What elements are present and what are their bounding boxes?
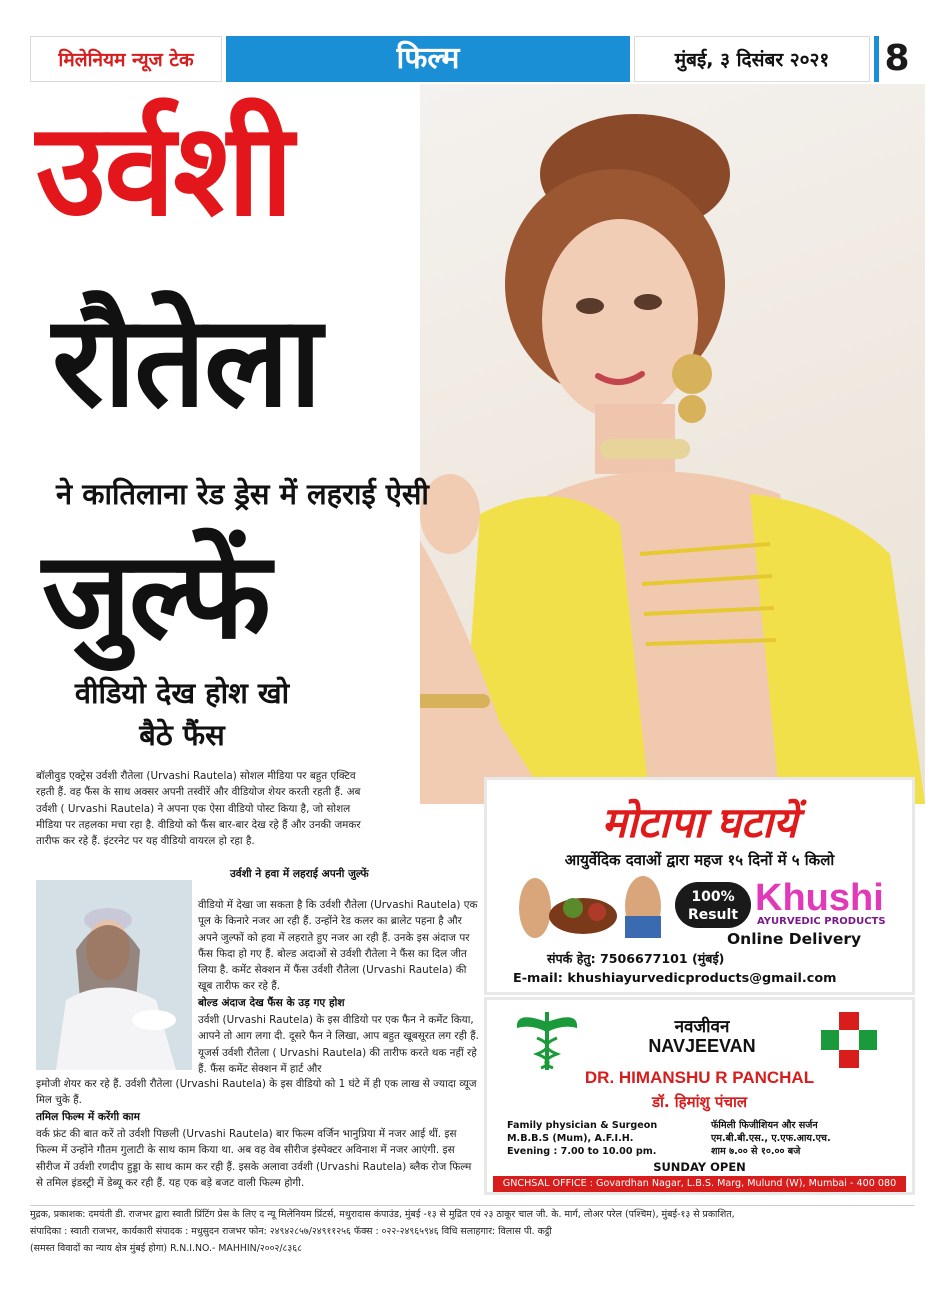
- article-paragraph-4: वर्क फ्रंट की बात करें तो उर्वशी पिछली (Urvashi Rautela) बार फिल्म वर्जिन भानुप्रिया में नजर आई थीं. इस फिल्म में उन्होंने गौतम गुलाटी के साथ काम किया था. अब वह वेब सीरीज इंस्पेक्टर अविनाश में नजर आएंगी. इस सीरीज में उर्वशी रणदीप हुड्डा के साथ काम कर रही हैं. इसके अलावा उर्वशी (Urvashi Rautela) ब्लैक रोज फिल्म से तमिल इंडस्ट्री में डेब्यू कर रही हैं. यह एक बड़े बजट वाली फिल्म होगी.: [36, 1128, 472, 1189]
- headline-name-first: उर्वशी: [36, 99, 292, 242]
- ad-navjeevan-timing-hindi: शाम ७.०० से १०.०० बजे: [711, 1146, 801, 1157]
- ad-khushi-result-badge: 100% Result: [675, 882, 751, 928]
- article-paragraph-2: वीडियो में देखा जा सकता है कि उर्वशी रौतेला (Urvashi Rautela) एक पूल के किनारे नजर आ रही हैं. उन्होंने रेड कलर का ब्रालेट पहना है और अपने जुल्फों को हवा में लहराते हुए नजर आ रही हैं. उनके इस अंदाज पर फैंस फिदा हो गए हैं. बोल्ड अदाओं से उर्वशी रौतेला ने फैंस का दिल जीत लिया है. कमेंट सेक्शन में फैंस उर्वशी रौतेला (Urvashi Rautela) की खूब तारीफ कर रहे हैं.: [198, 899, 478, 993]
- ad-khushi-title: मोटापा घटायें: [601, 799, 798, 846]
- section-title: फिल्म: [226, 36, 630, 82]
- article-paragraph-3: उर्वशी (Urvashi Rautela) के इस वीडियो पर एक फैन ने कमेंट किया, आपने तो आग लगा दी. दूसरे फैन ने लिखा, आप बहुत खूबसूरत लग रही हैं. यूजर्स उर्वशी रौतेला ( Urvashi Rautela) की तारीफ करते थक नहीं रहे हैं. फैंस कमेंट सेक्शन में हार्ट और: [198, 1014, 479, 1075]
- article-subhead-3: तमिल फिल्म में करेंगी काम: [36, 1111, 141, 1123]
- article-subhead-2: बोल्ड अंदाज देख फैंस के उड़ गए होश: [198, 997, 345, 1009]
- ad-navjeevan-doctor-hindi: डॉ. हिमांशु पंचाल: [651, 1093, 748, 1111]
- ad-khushi-product-image: [513, 876, 673, 940]
- ad-khushi-delivery: Online Delivery: [727, 930, 862, 948]
- masthead-brand: मिलेनियम न्यूज टेक: [30, 36, 222, 82]
- headline-keyword: जुल्फें: [42, 529, 270, 663]
- ad-khushi-brand: Khushi: [755, 877, 884, 919]
- ad-khushi-email[interactable]: E-mail: khushiayurvedicproducts@gmail.com: [513, 971, 837, 986]
- edition-date: मुंबई, ३ दिसंबर २०२१: [634, 36, 870, 82]
- ad-navjeevan-sunday: SUNDAY OPEN: [653, 1160, 746, 1174]
- ad-navjeevan-specialty: Family physician & Surgeon: [507, 1120, 658, 1131]
- page-number: 8: [874, 36, 915, 82]
- ad-navjeevan-degree: M.B.B.S (Mum), A.F.I.H.: [507, 1133, 634, 1144]
- ad-khushi-contact[interactable]: संपर्क हेतु: 7506677101 (मुंबई): [547, 951, 725, 966]
- ad-navjeevan-doctor: DR. HIMANSHU R PANCHAL: [584, 1068, 815, 1087]
- ad-navjeevan-timing: Evening : 7.00 to 10.00 pm.: [507, 1146, 657, 1157]
- ad-navjeevan-title: NAVJEEVAN: [648, 1036, 756, 1056]
- ad-khushi-brand-subtitle: AYURVEDIC PRODUCTS: [757, 916, 886, 927]
- ad-khushi[interactable]: [484, 777, 915, 995]
- masthead: [30, 36, 915, 82]
- article-subhead-1: उर्वशी ने हवा में लहराई अपनी जुल्फें: [230, 868, 369, 880]
- medical-cross-icon: [819, 1010, 879, 1070]
- article-intro: बॉलीवुड एक्ट्रेस उर्वशी रौतेला (Urvashi Rautela) सोशल मीडिया पर बहुत एक्टिव रहती हैं. वह फैंस के साथ अक्सर अपनी तस्वीरें और वीडियोज शेयर करती रहती हैं. अब उर्वशी ( Urvashi Rautela) ने अपना एक ऐसा वीडियो पोस्ट किया है, जो सोशल मीडिया पर तहलका मचा रहा है. वीडियो को फैंस बार-बार देख रहे हैं और उनकी जमकर तारीफ कर रहे हैं. इंटरनेट पर यह वीडियो वायरल हो रहा है.: [36, 770, 361, 848]
- ad-navjeevan[interactable]: [484, 997, 915, 1195]
- imprint-line-2: संपादिका : स्वाती राजभर, कार्यकारी संपादक : मधुसुदन राजभर फोन: २४९४२८५७/२४९११२५६ फॅक्स : ०२२-२४९६५९४६ विधि सलाहगार: विलास पी. कट्ठी: [30, 1226, 552, 1237]
- imprint-line-3: (समस्त विवादों का न्याय क्षेत्र मुंबई होगा) R.N.I.NO.- MAHHIN/२००२/८३६८: [30, 1243, 303, 1254]
- ad-navjeevan-title-hindi: नवजीवन: [674, 1017, 730, 1037]
- article-paragraph-3-cont: इमोजी शेयर कर रहे हैं. उर्वशी रौतेला (Urvashi Rautela) के इस वीडियो को 1 घंटे में ही एक लाख से ज्यादा व्यूज मिल चुके हैं.: [36, 1078, 477, 1107]
- headline-subline: ने कातिलाना रेड ड्रेस में लहराई ऐसी: [56, 477, 429, 511]
- ad-navjeevan-degree-hindi: एम.बी.बी.एस., ए.एफ.आय.एच.: [711, 1133, 831, 1144]
- inset-photo: [36, 880, 192, 1070]
- headline-deck: वीडियो देख होश खो बैठे फैंस: [74, 676, 290, 752]
- ad-navjeevan-specialty-hindi: फॅमिली फिजीशियन और सर्जन: [711, 1120, 818, 1131]
- caduceus-icon: [511, 1008, 583, 1072]
- imprint-line-1: मुद्रक, प्रकाशक: दमयंती डी. राजभर द्वारा स्वाती प्रिंटिंग प्रेस के लिए द न्यू मिलेनियम प्रिंटर्स, मथुरादास कंपाउंड, मुंबई -१३ से मुद्रित एवं २३ ठाकूर चाल जी. के. मार्ग, लोअर परेल (पश्चिम), मुंबई-१३ से प्रकाशित,: [30, 1209, 735, 1220]
- ad-khushi-subtitle: आयुर्वेदिक दवाओं द्वारा महज १५ दिनों में ५ किलो: [564, 851, 835, 869]
- headline-name-last: रौतेला: [52, 291, 321, 432]
- ad-navjeevan-address: GNCHSAL OFFICE : Govardhan Nagar, L.B.S. Marg, Mulund (W), Mumbai - 400 080: [493, 1176, 906, 1192]
- imprint-footer: [30, 1205, 915, 1260]
